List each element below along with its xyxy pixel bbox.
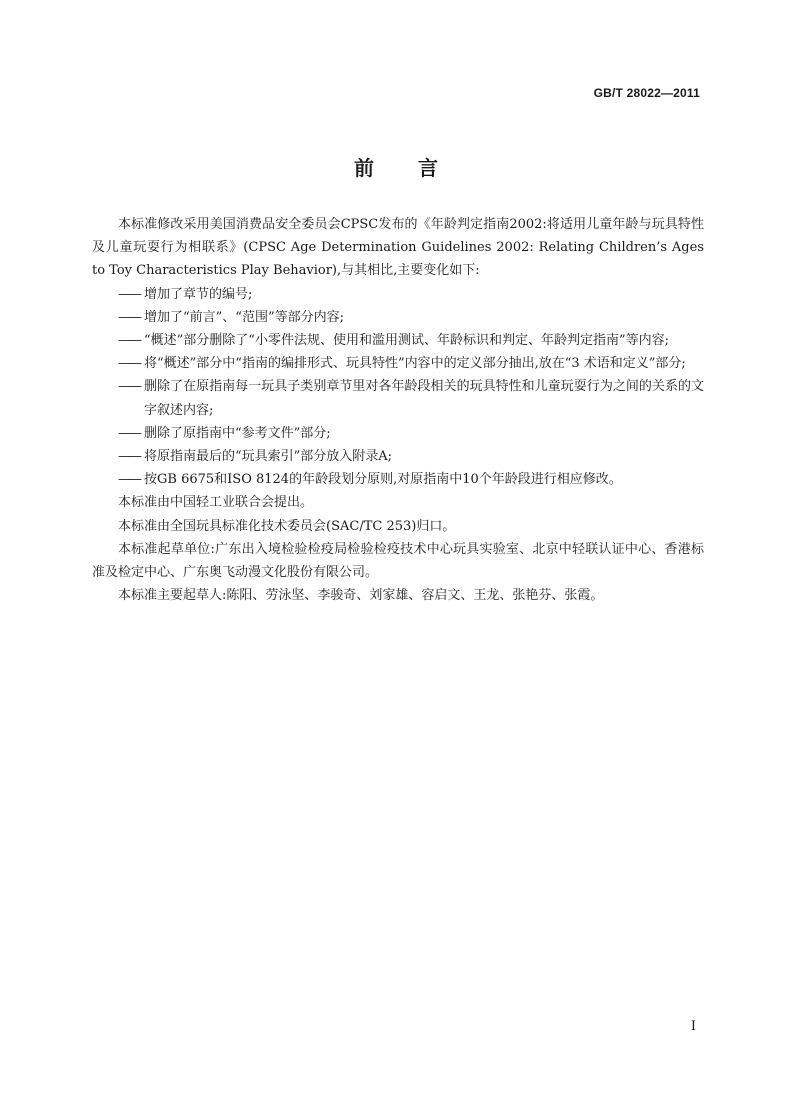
change-text: “概述”部分删除了“小零件法规、使用和滥用测试、年龄标识和判定、年龄判定指南”等内容; xyxy=(144,333,669,349)
change-text: 按GB 6675和ISO 8124的年龄段划分原则,对原指南中10个年龄段进行相应修改。 xyxy=(144,472,622,488)
change-item xyxy=(92,352,704,375)
dash-marker: —— xyxy=(118,309,140,325)
drafting-units-paragraph: 本标准起草单位:广东出入境检验检疫局检验检疫技术中心玩具实验室、北京中轻联认证中心、香港标准及检定中心、广东奥飞动漫文化股份有限公司。 xyxy=(92,541,704,581)
dash-marker: —— xyxy=(118,356,140,372)
page-number: I xyxy=(690,1019,696,1034)
page-title-part1: 前 xyxy=(354,156,374,180)
dash-marker: —— xyxy=(118,425,140,441)
change-item xyxy=(92,329,704,352)
dash-marker: —— xyxy=(118,472,140,488)
change-text: 增加了章节的编号; xyxy=(144,286,253,302)
intro-paragraph: 本标准修改采用美国消费品安全委员会CPSC发布的《年龄判定指南2002:将适用儿童年龄与玩具特性及儿童玩耍行为相联系》(CPSC Age Determination Guidelines 2002: Relating Children’s Ages to Toy Characteristics Play Behavior),与其相比,主要变化如下: xyxy=(92,217,704,279)
change-text: 将原指南最后的“玩具索引”部分放入附录A; xyxy=(144,449,393,465)
change-item xyxy=(92,375,704,421)
dash-marker: —— xyxy=(118,379,140,395)
change-text: 删除了原指南中“参考文件”部分; xyxy=(144,425,331,441)
proposed-by-paragraph: 本标准由中国轻工业联合会提出。 xyxy=(118,495,314,511)
change-text: 增加了“前言”、“范围”等部分内容; xyxy=(144,309,344,325)
change-text: 删除了在原指南每一玩具子类别章节里对各年龄段相关的玩具特性和儿童玩耍行为之间的关系的文字叙述内容; xyxy=(144,379,704,418)
change-text: 将“概述”部分中“指南的编排形式、玩具特性”内容中的定义部分抽出,放在“3 术语和定义”部分; xyxy=(144,356,686,372)
page-title xyxy=(0,152,792,181)
change-item xyxy=(92,445,704,468)
change-item xyxy=(92,422,704,445)
drafters-paragraph: 本标准主要起草人:陈阳、劳泳坚、李骏奇、刘家雄、容启文、王龙、张艳芬、张霞。 xyxy=(118,588,604,604)
centralized-by-paragraph: 本标准由全国玩具标准化技术委员会(SAC/TC 253)归口。 xyxy=(118,518,456,534)
change-item xyxy=(92,468,704,491)
change-item xyxy=(92,283,704,306)
standard-code: GB/T 28022—2011 xyxy=(593,86,700,100)
dash-marker: —— xyxy=(118,449,140,465)
change-item xyxy=(92,306,704,329)
page-title-part2: 言 xyxy=(418,156,438,180)
dash-marker: —— xyxy=(118,286,140,302)
dash-marker: —— xyxy=(118,333,140,349)
foreword-body xyxy=(92,213,704,607)
